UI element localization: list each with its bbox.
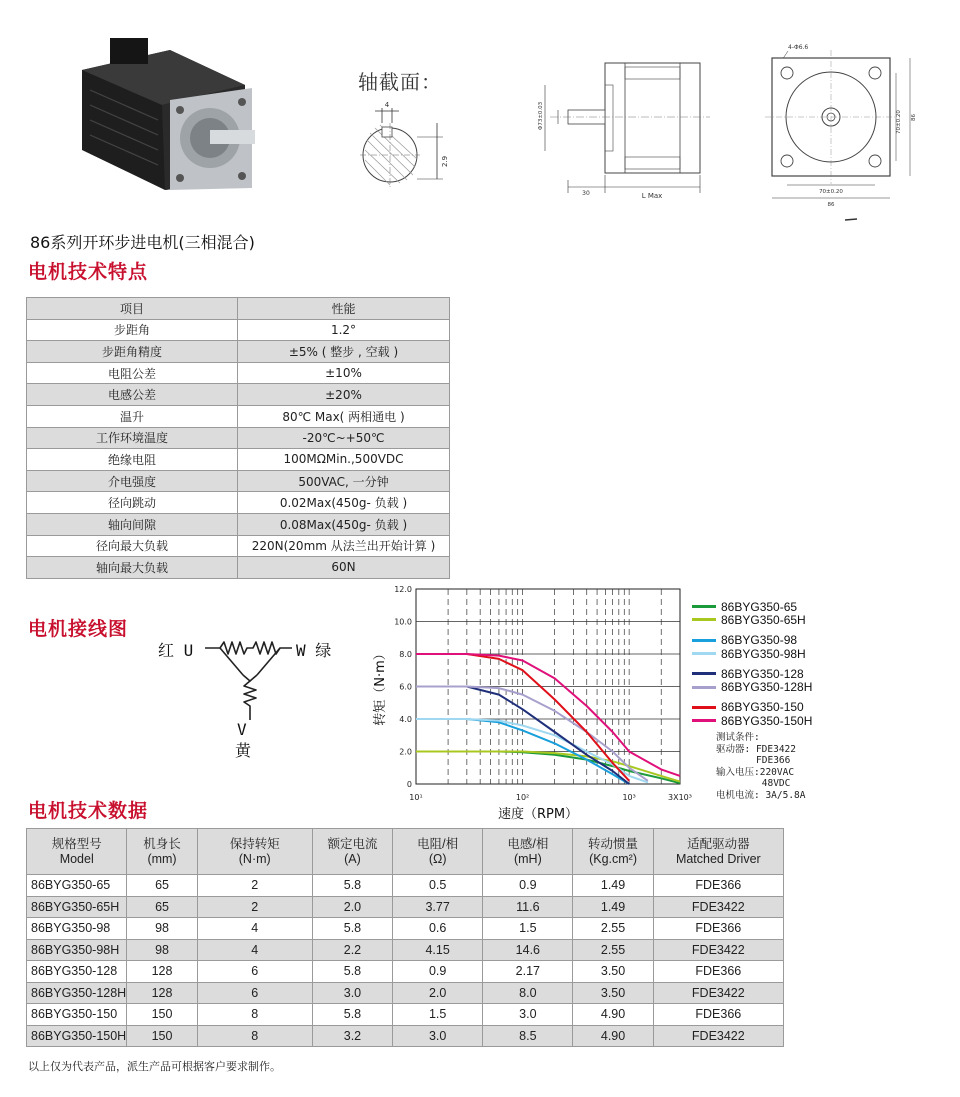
specs-cell: 3.0 [483,1004,573,1026]
feature-value-cell: ±20% [238,384,450,406]
x-tick-label: 10³ [622,793,636,802]
specs-header-cn: 额定电流 [327,836,378,851]
legend-label: 86BYG350-65H [721,612,806,627]
specs-cell: 86BYG350-98 [27,918,127,940]
specs-cell: 0.6 [393,918,483,940]
dim-hole-pitch-vertical: 70±0.20 [896,110,902,134]
section-view-title: 轴截面： [358,70,442,94]
test-conditions: 测试条件: 驱动器: FDE3422 FDE366 输入电压:220VAC 48VDC 电机电流: 3A/5.8A [716,732,806,801]
feature-item-cell: 电阻公差 [27,362,238,384]
specs-cell: FDE366 [653,1004,783,1026]
y-axis-label: 转矩（N·m） [373,647,388,726]
specs-cell: 86BYG350-150H [27,1025,127,1047]
dim-side-vertical: 86 [911,114,917,121]
specs-header-cell [197,829,312,875]
specs-cell: 86BYG350-150 [27,1004,127,1026]
feature-row [27,513,450,535]
specs-cell: FDE3422 [653,982,783,1004]
feature-item-cell: 项目 [27,298,238,320]
x-tick-label: 10¹ [409,793,423,802]
feature-value-cell: 性能 [238,298,450,320]
feature-item-cell: 步距角精度 [27,341,238,363]
wiring-diagram [150,632,340,767]
series-line-2 [416,752,680,782]
feature-row [27,535,450,557]
dim-key-depth: 2.9 [441,155,449,167]
legend-swatch [692,672,716,675]
feature-value-cell: 0.08Max(450g- 负载 ) [238,513,450,535]
specs-cell: 5.8 [312,961,392,983]
specs-row [27,982,784,1004]
specs-cell: 2.0 [312,896,392,918]
shaft-section-drawing [355,95,465,205]
specs-cell: 0.9 [393,961,483,983]
specs-cell: 1.5 [393,1004,483,1026]
legend-label: 86BYG350-128 [721,666,804,681]
footnote: 以上仅为代表产品，派生产品可根据客户要求制作。 [28,1060,281,1073]
feature-value-cell: ±10% [238,362,450,384]
y-tick-label: 8.0 [399,650,412,659]
specs-cell: FDE3422 [653,896,783,918]
specs-table [26,828,784,1047]
series-line-8 [416,654,680,776]
specs-cell: 3.2 [312,1025,392,1047]
feature-row [27,362,450,384]
legend-item [692,613,842,626]
specs-header-cn: 规格型号 [51,836,102,851]
specs-row [27,875,784,897]
specs-header-unit: (Ω) [428,851,447,866]
feature-row [27,492,450,514]
legend-item [692,647,842,660]
specs-cell: 65 [127,896,197,918]
legend-swatch [692,686,716,689]
specs-cell: 128 [127,961,197,983]
chart-legend [692,600,842,727]
specs-cell: 3.0 [312,982,392,1004]
phase-w-label: W 绿 [296,641,332,660]
specs-header-cn: 转动惯量 [588,836,639,851]
series-line-1 [416,752,680,784]
specs-cell: 4 [197,918,312,940]
legend-item [692,680,842,693]
specs-header-cn: 适配驱动器 [687,836,750,851]
feature-row [27,405,450,427]
motor-photo [70,30,270,200]
specs-cell: 2 [197,896,312,918]
torque-speed-chart [370,580,700,825]
specs-header-unit: (A) [344,851,361,866]
x-tick-label: 10² [515,793,530,802]
motor-side-view-drawing [530,55,730,215]
legend-item [692,701,842,714]
legend-label: 86BYG350-65 [721,599,798,614]
specs-cell: 11.6 [483,896,573,918]
feature-item-cell: 轴向最大负载 [27,557,238,579]
feature-value-cell: 0.02Max(450g- 负载 ) [238,492,450,514]
dim-mounting-holes: 4-Φ6.6 [788,44,809,51]
specs-heading: 电机技术数据 [28,800,149,822]
specs-cell: FDE3422 [653,939,783,961]
specs-header-unit: (Kg.cm²) [589,851,637,866]
phase-u-label: 红 U [158,641,194,660]
specs-cell: FDE366 [653,918,783,940]
specs-cell: 8 [197,1025,312,1047]
specs-cell: 3.50 [573,961,653,983]
specs-cell: 86BYG350-128 [27,961,127,983]
specs-header-cell [483,829,573,875]
feature-row [27,427,450,449]
y-tick-label: 2.0 [399,747,412,757]
legend-label: 86BYG350-98H [721,646,806,661]
specs-cell: 4 [197,939,312,961]
feature-item-cell: 径向最大负载 [27,535,238,557]
specs-header-unit: Matched Driver [675,851,761,866]
specs-cell: 86BYG350-128H [27,982,127,1004]
feature-row [27,557,450,579]
motor-front-view-drawing [760,38,920,223]
feature-value-cell: 100MΩMin.,500VDC [238,449,450,471]
feature-table [26,297,450,579]
specs-cell: 3.0 [393,1025,483,1047]
y-tick-label: 6.0 [399,682,412,692]
specs-header-unit: (mm) [147,851,177,866]
specs-header-cn: 电阻/相 [417,836,459,851]
specs-cell: 1.49 [573,875,653,897]
specs-cell: 98 [127,918,197,940]
feature-row [27,384,450,406]
feature-value-cell: 500VAC, 一分钟 [238,470,450,492]
feature-item-cell: 电感公差 [27,384,238,406]
dim-body-length: L Max [641,192,663,200]
specs-row [27,1025,784,1047]
features-heading: 电机技术特点 [28,261,149,283]
feature-row [27,341,450,363]
feature-item-cell: 温升 [27,405,238,427]
specs-header-unit: (N·m) [238,851,271,866]
specs-cell: 0.9 [483,875,573,897]
y-tick-label: 12.0 [394,585,412,594]
specs-header-cell [27,829,127,875]
specs-header-cell [653,829,783,875]
specs-cell: 2 [197,875,312,897]
feature-row [27,319,450,341]
legend-swatch [692,618,716,621]
feature-value-cell: -20℃~+50℃ [238,427,450,449]
specs-cell: 150 [127,1025,197,1047]
legend-label: 86BYG350-128H [721,680,813,695]
feature-value-cell: ±5% ( 整步 , 空载 ) [238,341,450,363]
specs-row [27,961,784,983]
legend-label: 86BYG350-98 [721,633,798,648]
legend-swatch [692,605,716,608]
legend-item [692,667,842,680]
specs-cell: 1.49 [573,896,653,918]
feature-value-cell: 220N(20mm 从法兰出开始计算 ) [238,535,450,557]
phase-v-color: 黄 [235,741,252,760]
specs-cell: 3.77 [393,896,483,918]
specs-cell: 1.5 [483,918,573,940]
specs-cell: 5.8 [312,918,392,940]
star-winding-icon [150,632,340,727]
specs-cell: 4.15 [393,939,483,961]
specs-cell: 86BYG350-98H [27,939,127,961]
specs-header-cn: 保持转矩 [229,836,280,851]
feature-value-cell: 1.2° [238,319,450,341]
specs-cell: 3.50 [573,982,653,1004]
legend-item [692,634,842,647]
legend-item [692,714,842,727]
legend-label: 86BYG350-150 [721,700,804,715]
specs-cell: 4.90 [573,1004,653,1026]
y-tick-label: 4.0 [399,715,412,724]
specs-cell: 86BYG350-65H [27,896,127,918]
specs-header-cell [127,829,197,875]
dim-hole-pitch-horizontal: 70±0.20 [819,189,843,195]
specs-row [27,1004,784,1026]
feature-item-cell: 工作环境温度 [27,427,238,449]
specs-cell: 150 [127,1004,197,1026]
specs-cell: 86BYG350-65 [27,875,127,897]
specs-cell: 2.17 [483,961,573,983]
specs-cell: 8 [197,1004,312,1026]
dim-flange-dia: Φ73±0.03 [538,101,544,130]
specs-header-cell [573,829,653,875]
specs-cell: 6 [197,961,312,983]
specs-cell: 2.55 [573,918,653,940]
specs-header-cn: 电感/相 [507,836,549,851]
specs-header-cell [393,829,483,875]
feature-item-cell: 径向跳动 [27,492,238,514]
feature-item-cell: 介电强度 [27,470,238,492]
specs-cell: 5.8 [312,875,392,897]
legend-label: 86BYG350-150H [721,713,813,728]
y-tick-label: 10.0 [394,617,412,627]
dim-side-horizontal: 86 [827,202,835,208]
dim-key-width: 4 [384,101,390,109]
specs-header-unit: Model [59,851,94,866]
specs-cell: 128 [127,982,197,1004]
legend-swatch [692,652,716,655]
specs-cell: FDE366 [653,875,783,897]
legend-swatch [692,719,716,722]
specs-cell: 6 [197,982,312,1004]
specs-cell: FDE366 [653,961,783,983]
feature-value-cell: 60N [238,557,450,579]
feature-header-row [27,298,450,320]
specs-header-unit: (mH) [513,851,542,866]
feature-value-cell: 80℃ Max( 两相通电 ) [238,405,450,427]
legend-swatch [692,706,716,709]
specs-row [27,918,784,940]
specs-cell: 65 [127,875,197,897]
legend-item [692,600,842,613]
feature-item-cell: 绝缘电阻 [27,449,238,471]
feature-row [27,470,450,492]
specs-header-cn: 机身长 [143,836,181,851]
feature-item-cell: 轴向间隙 [27,513,238,535]
specs-cell: FDE3422 [653,1025,783,1047]
specs-cell: 8.5 [483,1025,573,1047]
specs-cell: 2.55 [573,939,653,961]
specs-cell: 4.90 [573,1025,653,1047]
feature-row [27,449,450,471]
specs-cell: 0.5 [393,875,483,897]
phase-v-label: V [237,720,247,739]
specs-cell: 14.6 [483,939,573,961]
specs-header-cell [312,829,392,875]
specs-row [27,896,784,918]
dim-shaft-length: 30 [582,190,590,197]
specs-row [27,939,784,961]
y-tick-label: 0 [406,780,412,789]
feature-item-cell: 步距角 [27,319,238,341]
specs-cell: 2.2 [312,939,392,961]
x-axis-label: 速度（RPM） [497,807,579,822]
wiring-heading: 电机接线图 [28,618,129,640]
series-title: 86系列开环步进电机(三相混合) [30,233,255,252]
specs-cell: 98 [127,939,197,961]
legend-swatch [692,639,716,642]
x-tick-label: 3X10³ [668,793,692,802]
specs-cell: 8.0 [483,982,573,1004]
specs-cell: 2.0 [393,982,483,1004]
specs-cell: 5.8 [312,1004,392,1026]
